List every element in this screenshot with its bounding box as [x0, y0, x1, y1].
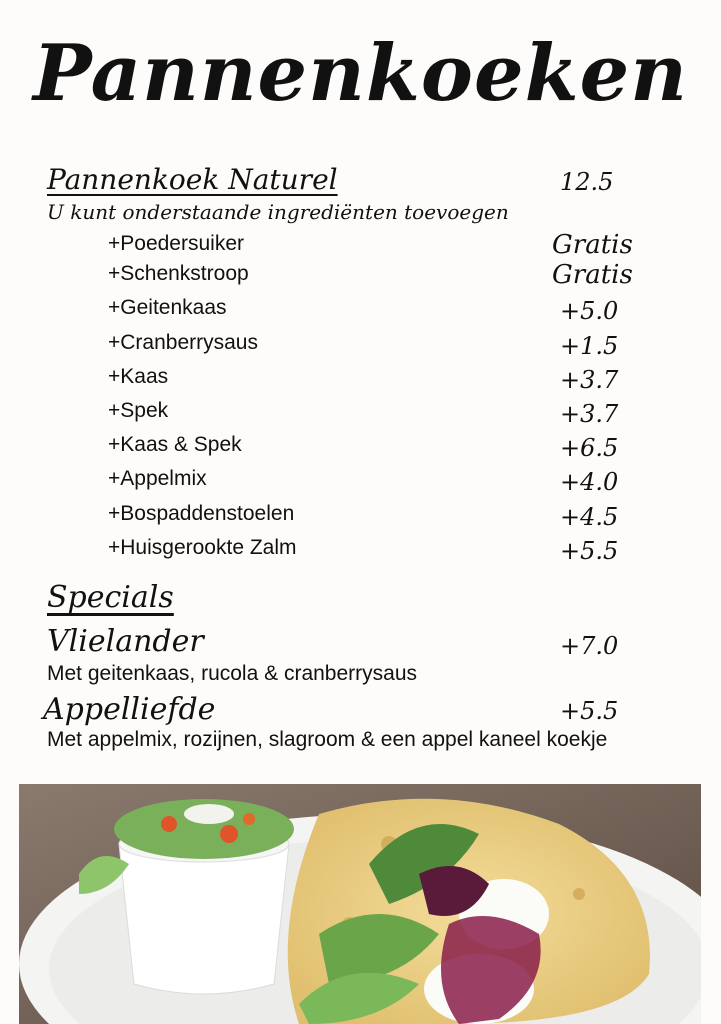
special-name: Appelliefde: [43, 692, 216, 727]
main-item-name: Pannenkoek Naturel: [47, 163, 338, 196]
option-price: Gratis: [552, 230, 633, 260]
option-price: +4.5: [560, 503, 619, 531]
option-label: +Schenkstroop: [108, 262, 249, 285]
option-label: +Kaas: [108, 365, 169, 388]
option-label: +Geitenkaas: [108, 296, 227, 319]
option-price: +4.0: [560, 468, 619, 496]
specials-heading: Specials: [47, 580, 174, 615]
option-label: +Kaas & Spek: [108, 433, 242, 456]
option-price: +5.0: [560, 297, 619, 325]
option-price: +3.7: [560, 400, 619, 428]
option-price: +5.5: [560, 537, 619, 565]
special-description: Met geitenkaas, rucola & cranberrysaus: [47, 662, 418, 685]
menu-title: Pannenkoeken: [33, 28, 688, 119]
option-label: +Cranberrysaus: [108, 331, 258, 354]
main-item-subtitle: U kunt onderstaande ingrediënten toevoegen: [47, 200, 509, 224]
special-description: Met appelmix, rozijnen, slagroom & een appel kaneel koekje: [47, 728, 608, 751]
main-item-price: 12.5: [560, 168, 614, 196]
option-price: +1.5: [560, 332, 619, 360]
option-label: +Spek: [108, 399, 169, 422]
option-price: +3.7: [560, 366, 619, 394]
option-label: +Bospaddenstoelen: [108, 502, 295, 525]
option-label: +Appelmix: [108, 467, 207, 490]
pancake-photo: [19, 784, 701, 1024]
option-price: Gratis: [552, 260, 633, 290]
special-price: +5.5: [560, 697, 619, 725]
special-name: Vlielander: [47, 624, 204, 659]
option-label: +Huisgerookte Zalm: [108, 536, 297, 559]
option-label: +Poedersuiker: [108, 232, 244, 255]
option-price: +6.5: [560, 434, 619, 462]
special-price: +7.0: [560, 632, 619, 660]
